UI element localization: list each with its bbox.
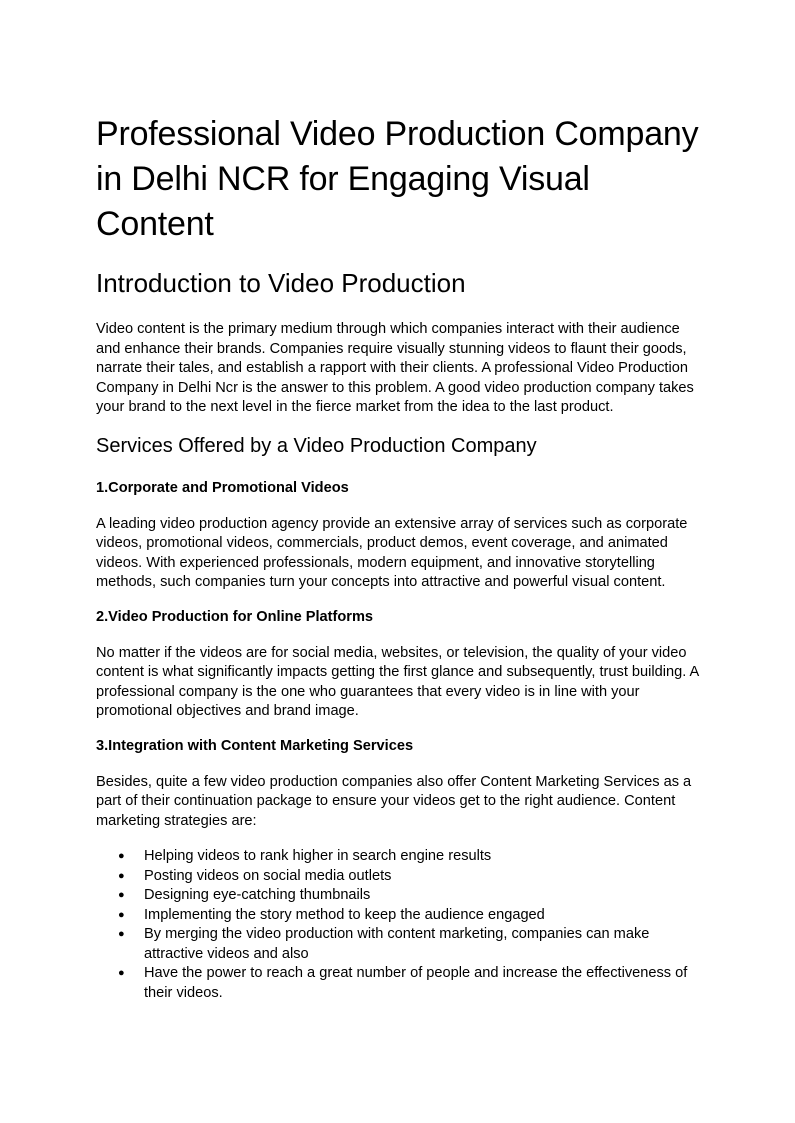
- section-3-paragraph: Besides, quite a few video production companies also offer Content Marketing Services as a part of their continuation package to ensure your videos get to the right audience. Content marketing strategies are:: [96, 773, 692, 829]
- list-item: [96, 964, 706, 1003]
- list-item: [96, 906, 706, 926]
- list-item-text: Implementing the story method to keep the audience engaged: [144, 906, 545, 923]
- section-2-paragraph: No matter if the videos are for social media, websites, or television, the quality of your video content is what significantly impacts getting the first glance and subsequently, trust building. A professional company is the one who guarantees that every video is in line with your promotional objectives and brand image.: [96, 644, 699, 719]
- list-item-text: Posting videos on social media outlets: [144, 867, 392, 884]
- list-item-text: By merging the video production with content marketing, companies can make attractive videos and also: [144, 926, 650, 962]
- bullet-icon: ●: [118, 967, 125, 979]
- content-marketing-list: [96, 847, 706, 1003]
- section-1-heading: 1.Corporate and Promotional Videos: [96, 479, 349, 496]
- document-title: Professional Video Production Company in Delhi NCR for Engaging Visual Content: [96, 115, 699, 243]
- list-item-text: Designing eye-catching thumbnails: [144, 887, 371, 903]
- list-item-text: Have the power to reach a great number of people and increase the effectiveness of their videos.: [144, 965, 688, 1001]
- list-item: [96, 867, 706, 887]
- bullet-icon: ●: [118, 908, 125, 921]
- section-1-paragraph: A leading video production agency provide an extensive array of services such as corporate videos, promotional videos, commercials, product demos, event coverage, and animated videos. With experienced professionals, modern equipment, and innovative storytelling methods, such companies turn your concepts into attractive and powerful visual content.: [96, 515, 688, 590]
- document-page: [96, 112, 706, 1003]
- list-item: [96, 847, 706, 867]
- intro-paragraph: Video content is the primary medium through which companies interact with their audience and enhance their brands. Companies require visually stunning videos to flaunt their goods, narrate their tales, and establish a rapport with their clients. A professional Video Production Company in Delhi Ncr is the answer to this problem. A good video production company takes your brand to the next level in the fierce market from the idea to the last product.: [96, 321, 694, 415]
- bullet-icon: ●: [118, 869, 125, 882]
- bullet-icon: ●: [118, 928, 125, 940]
- bullet-icon: ●: [118, 850, 125, 862]
- intro-heading: Introduction to Video Production: [96, 268, 466, 298]
- services-heading: Services Offered by a Video Production Company: [96, 434, 537, 457]
- section-3-heading: 3.Integration with Content Marketing Services: [96, 737, 414, 754]
- bullet-icon: ●: [118, 889, 125, 901]
- list-item: [96, 925, 706, 964]
- list-item: [96, 886, 706, 906]
- section-2-heading: 2.Video Production for Online Platforms: [96, 608, 374, 625]
- list-item-text: Helping videos to rank higher in search engine results: [144, 848, 492, 864]
